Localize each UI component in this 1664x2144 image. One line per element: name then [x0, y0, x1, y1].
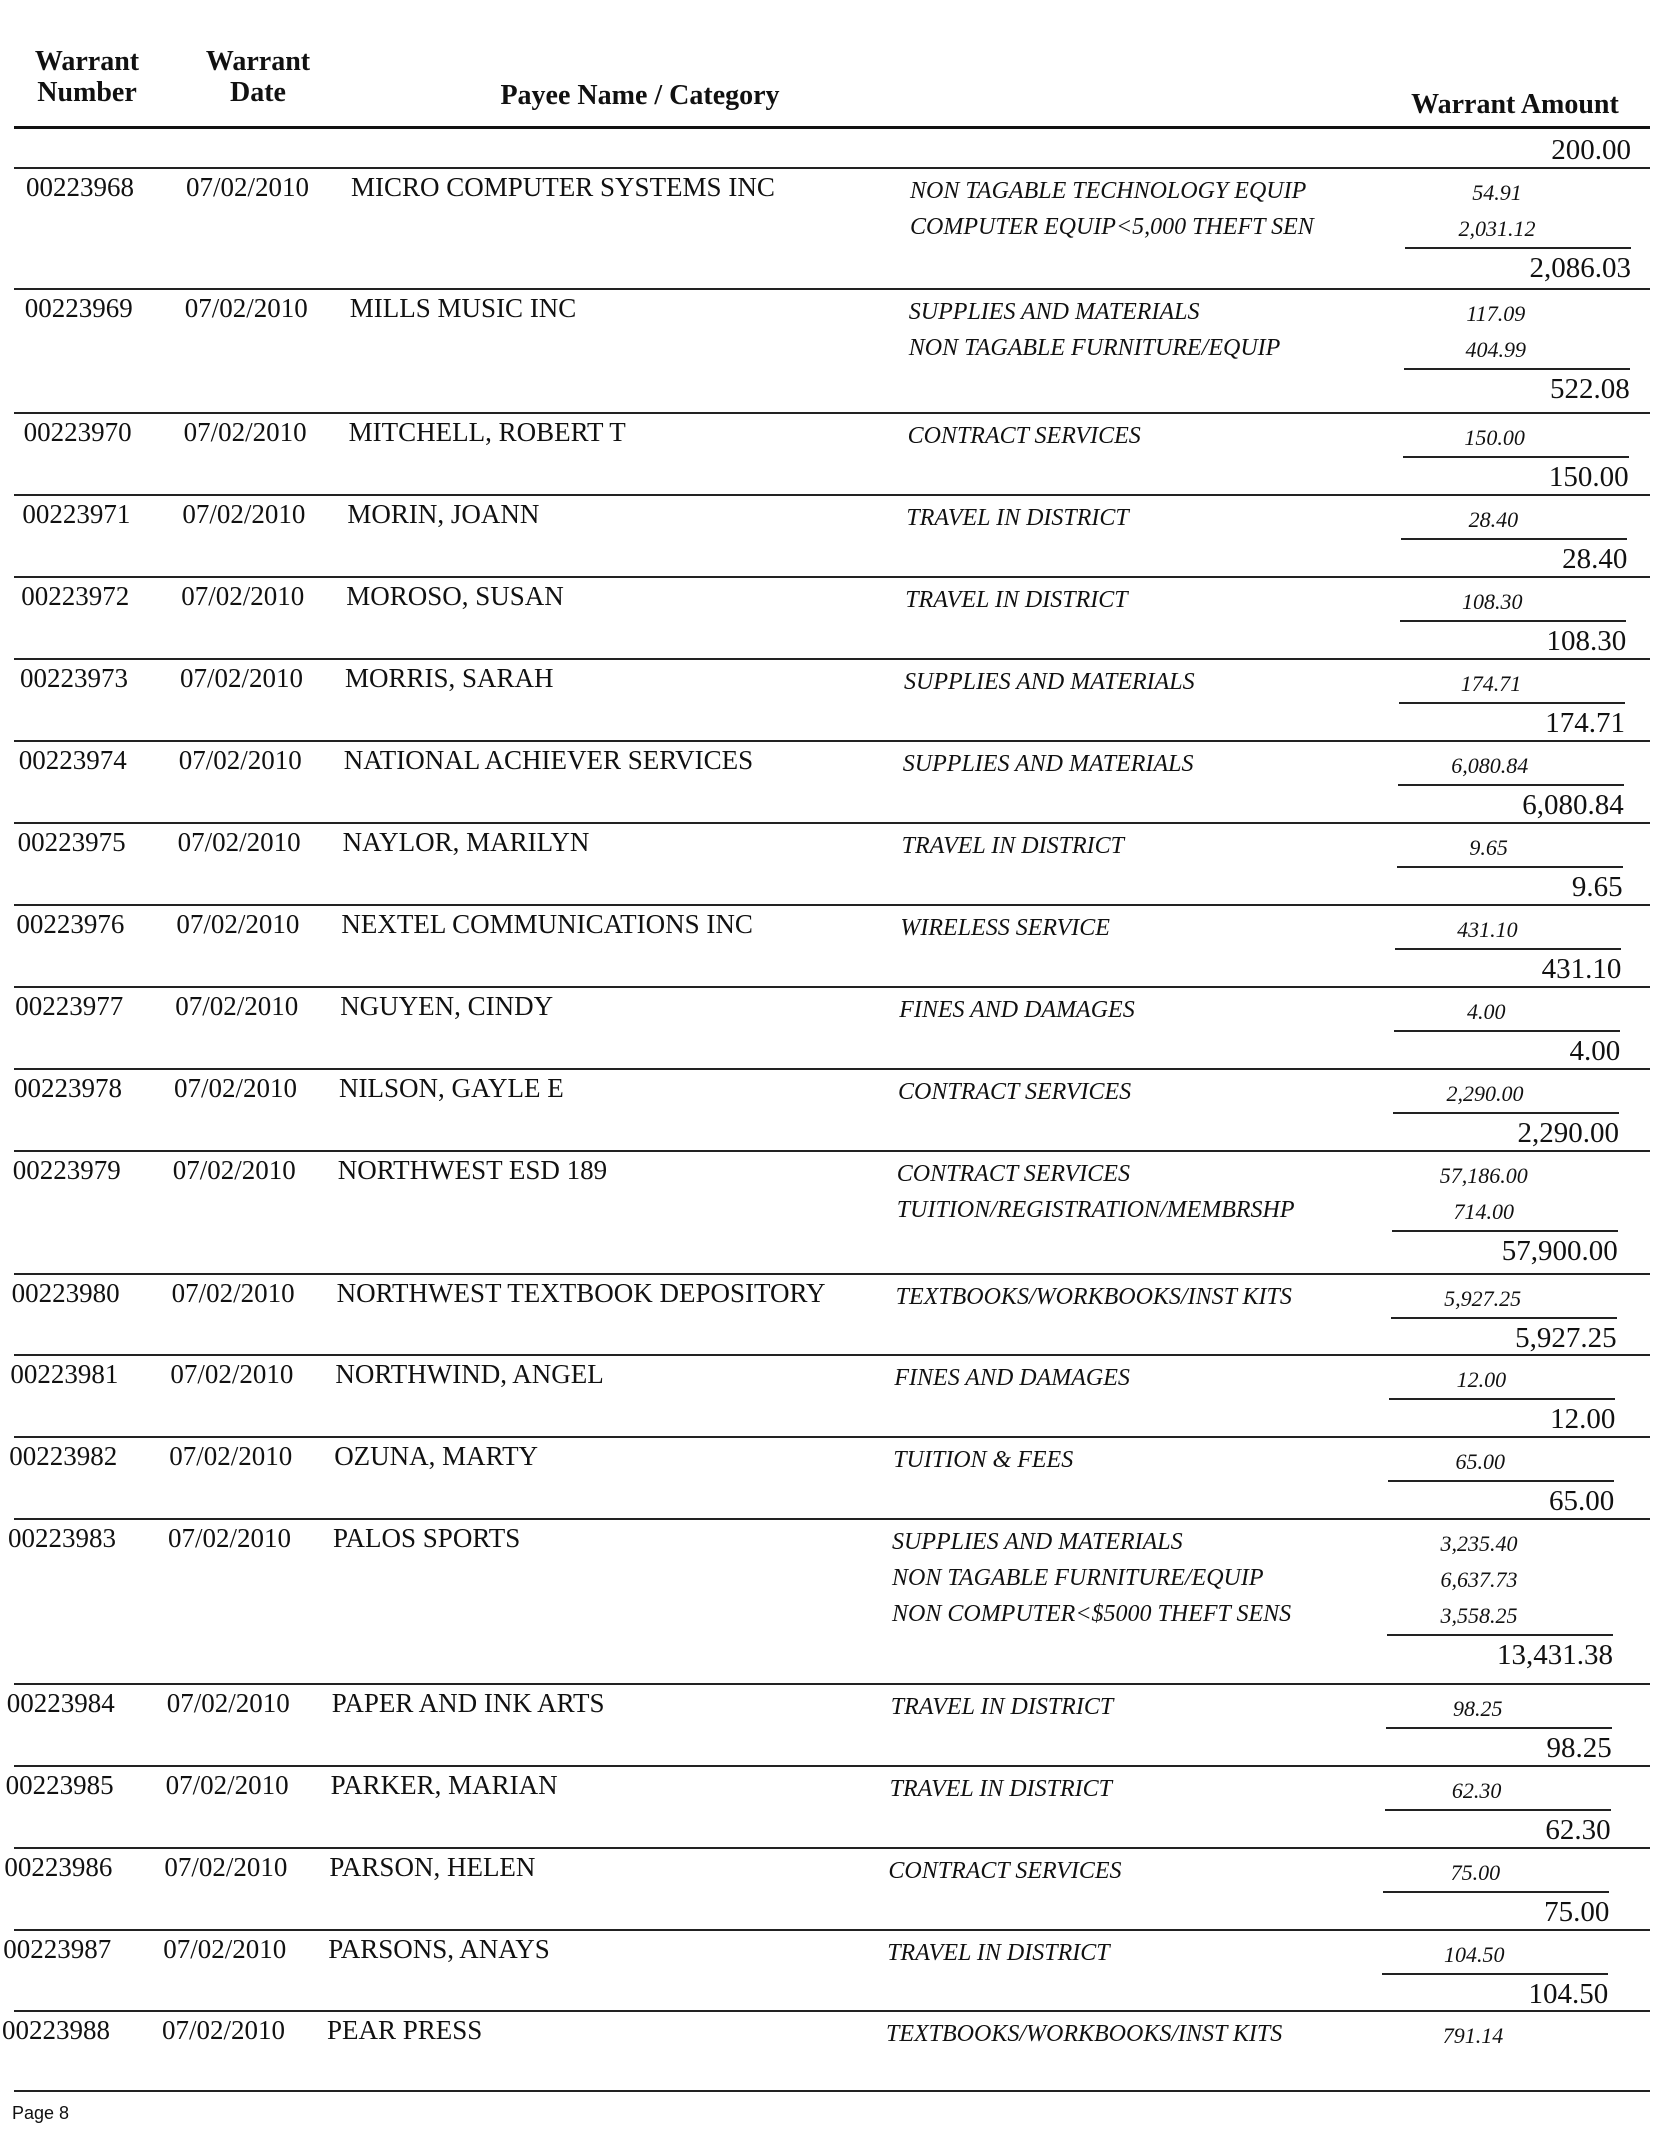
subtotal-rule: [1388, 1480, 1614, 1482]
line-amount: 54.91: [1472, 180, 1522, 205]
warrant-number: 00223973: [20, 663, 128, 693]
warrant-total: 13,431.38: [1497, 1639, 1613, 1671]
category-label: TRAVEL IN DISTRICT: [905, 587, 1128, 613]
line-amount: 791.14: [1442, 2023, 1504, 2048]
subtotal-rule: [1405, 247, 1631, 249]
category-label: TEXTBOOKS/WORKBOOKS/INST KITS: [895, 1284, 1292, 1310]
subtotal-rule: [1401, 538, 1627, 540]
warrant-number: 00223971: [22, 499, 131, 529]
subtotal-rule: [1394, 1030, 1620, 1032]
subtotal-rule: [1387, 1634, 1613, 1636]
row-separator-rule: [14, 1354, 1650, 1356]
category-label: NON COMPUTER<$5000 THEFT SENS: [892, 1601, 1292, 1627]
payee-name: PALOS SPORTS: [333, 1523, 521, 1553]
warrant-number: 00223979: [12, 1155, 121, 1185]
subtotal-rule: [1385, 1809, 1611, 1811]
warrant-date: 07/02/2010: [163, 1934, 287, 1964]
category-label: TRAVEL IN DISTRICT: [887, 1940, 1110, 1966]
line-amount: 104.50: [1443, 1942, 1505, 1967]
category-label: WIRELESS SERVICE: [900, 915, 1110, 941]
warrant-date: 07/02/2010: [175, 991, 299, 1021]
payee-name: NILSON, GAYLE E: [339, 1073, 564, 1103]
row-separator-rule: [14, 740, 1650, 742]
line-amount: 9.65: [1469, 835, 1508, 860]
warrant-number: 00223986: [4, 1852, 113, 1882]
line-amount: 2,290.00: [1446, 1081, 1524, 1106]
warrant-total: 174.71: [1545, 707, 1625, 739]
payee-name: MICRO COMPUTER SYSTEMS INC: [351, 172, 775, 202]
category-label: NON TAGABLE FURNITURE/EQUIP: [892, 1565, 1264, 1591]
subtotal-rule: [1389, 1398, 1615, 1400]
warrant-date: 07/02/2010: [170, 1359, 294, 1389]
line-amount: 3,558.25: [1440, 1603, 1518, 1628]
warrant-number: 00223980: [11, 1278, 120, 1308]
warrant-date: 07/02/2010: [162, 2015, 286, 2045]
line-amount: 28.40: [1468, 507, 1519, 532]
row-separator-rule: [14, 986, 1650, 988]
subtotal-rule: [1386, 1727, 1612, 1729]
subtotal-rule: [1403, 456, 1629, 458]
category-label: FINES AND DAMAGES: [899, 997, 1135, 1023]
warrant-date: 07/02/2010: [168, 1523, 292, 1553]
subtotal-rule: [1399, 702, 1625, 704]
payee-name: NEXTEL COMMUNICATIONS INC: [341, 909, 753, 939]
warrant-total: 12.00: [1550, 1403, 1616, 1435]
category-label: TUITION & FEES: [893, 1447, 1074, 1473]
line-amount: 98.25: [1453, 1696, 1503, 1721]
payee-name: PEAR PRESS: [327, 2015, 483, 2045]
row-separator-rule: [14, 494, 1650, 496]
warrant-date: 07/02/2010: [176, 909, 300, 939]
row-separator-rule: [14, 2010, 1650, 2012]
line-amount: 65.00: [1455, 1449, 1505, 1474]
payee-name: PARSONS, ANAYS: [328, 1934, 550, 1964]
warrant-number: 00223969: [24, 293, 133, 323]
line-amount: 2,031.12: [1458, 216, 1536, 241]
subtotal-rule: [1382, 1973, 1608, 1975]
warrant-total: 150.00: [1548, 461, 1629, 493]
warrant-date: 07/02/2010: [178, 745, 302, 775]
category-label: TRAVEL IN DISTRICT: [906, 505, 1129, 531]
category-label: SUPPLIES AND MATERIALS: [908, 299, 1200, 325]
warrant-total: 522.08: [1550, 373, 1630, 405]
row-separator-rule: [14, 1847, 1650, 1849]
row-separator-rule: [14, 1436, 1650, 1438]
line-amount: 12.00: [1456, 1367, 1507, 1392]
category-label: TRAVEL IN DISTRICT: [901, 833, 1124, 859]
payee-name: OZUNA, MARTY: [334, 1441, 539, 1471]
category-label: COMPUTER EQUIP<5,000 THEFT SEN: [910, 214, 1314, 240]
row-separator-rule: [14, 1929, 1650, 1931]
warrant-number: 00223985: [5, 1770, 114, 1800]
warrant-date: 07/02/2010: [174, 1073, 298, 1103]
page-number: Page 8: [12, 2103, 70, 2123]
warrant-number: 00223984: [6, 1688, 115, 1718]
header-payee: Payee Name / Category: [500, 80, 780, 111]
row-separator-rule: [14, 1765, 1650, 1767]
warrant-date: 07/02/2010: [181, 581, 305, 611]
warrant-date: 07/02/2010: [169, 1441, 293, 1471]
header-warrant-date: Warrant Date: [205, 46, 311, 108]
category-label: SUPPLIES AND MATERIALS: [892, 1529, 1183, 1555]
row-separator-rule: [14, 822, 1650, 824]
line-amount: 75.00: [1450, 1860, 1501, 1885]
line-amount: 4.00: [1466, 999, 1506, 1024]
payee-name: MORRIS, SARAH: [345, 663, 554, 693]
row-separator-rule: [14, 167, 1650, 169]
category-label: NON TAGABLE TECHNOLOGY EQUIP: [910, 178, 1307, 204]
warrant-date: 07/02/2010: [184, 293, 308, 323]
category-label: NON TAGABLE FURNITURE/EQUIP: [908, 335, 1281, 361]
payee-name: MILLS MUSIC INC: [349, 293, 577, 323]
warrant-total: 2,086.03: [1529, 252, 1631, 284]
header-warrant-number: Warrant Number: [34, 46, 140, 108]
subtotal-rule: [1392, 1230, 1618, 1232]
category-label: CONTRACT SERVICES: [907, 423, 1141, 449]
row-separator-rule: [14, 576, 1650, 578]
category-label: CONTRACT SERVICES: [898, 1079, 1132, 1105]
line-amount: 6,637.73: [1440, 1567, 1518, 1592]
warrant-number: 00223972: [21, 581, 130, 611]
warrant-number: 00223978: [14, 1073, 122, 1103]
line-amount: 3,235.40: [1440, 1531, 1518, 1556]
warrant-number: 00223983: [8, 1523, 116, 1553]
warrant-date: 07/02/2010: [180, 663, 304, 693]
payee-name: NAYLOR, MARILYN: [342, 827, 590, 857]
warrant-number: 00223977: [15, 991, 124, 1021]
line-amount: 174.71: [1460, 671, 1522, 696]
category-label: SUPPLIES AND MATERIALS: [904, 669, 1195, 695]
row-separator-rule: [14, 658, 1650, 660]
category-label: CONTRACT SERVICES: [888, 1858, 1122, 1884]
category-label: TUITION/REGISTRATION/MEMBRSHP: [896, 1197, 1295, 1223]
subtotal-rule: [1400, 620, 1626, 622]
warrant-date: 07/02/2010: [177, 827, 301, 857]
subtotal-rule: [1397, 866, 1623, 868]
line-amount: 6,080.84: [1451, 753, 1529, 778]
category-label: CONTRACT SERVICES: [896, 1161, 1130, 1187]
warrant-number: 00223970: [23, 417, 132, 447]
line-amount: 404.99: [1465, 337, 1527, 362]
warrant-date: 07/02/2010: [171, 1278, 295, 1308]
payee-name: NORTHWIND, ANGEL: [335, 1359, 604, 1389]
warrant-date: 07/02/2010: [183, 417, 307, 447]
warrant-number: 00223975: [17, 827, 126, 857]
subtotal-rule: [1395, 948, 1621, 950]
header-warrant-amount: Warrant Amount: [1411, 89, 1619, 120]
warrant-number: 00223968: [26, 172, 134, 202]
subtotal-rule: [1404, 368, 1630, 370]
subtotal-rule: [1393, 1112, 1619, 1114]
warrant-date: 07/02/2010: [166, 1688, 290, 1718]
warrant-date: 07/02/2010: [164, 1852, 288, 1882]
category-label: TEXTBOOKS/WORKBOOKS/INST KITS: [886, 2021, 1283, 2047]
warrant-total: 4.00: [1569, 1035, 1621, 1067]
subtotal-rule: [1398, 784, 1624, 786]
row-separator-rule: [14, 1150, 1650, 1152]
row-separator-rule: [14, 288, 1650, 290]
header-rule: [14, 126, 1650, 129]
warrant-total: 75.00: [1544, 1896, 1610, 1928]
warrant-number: 00223982: [9, 1441, 118, 1471]
warrant-number: 00223987: [3, 1934, 112, 1964]
payee-name: PARSON, HELEN: [329, 1852, 536, 1882]
row-separator-rule: [14, 412, 1650, 414]
warrant-total: 108.30: [1546, 625, 1627, 657]
warrant-date: 07/02/2010: [165, 1770, 289, 1800]
row-separator-rule: [14, 1518, 1650, 1520]
warrant-total: 28.40: [1562, 543, 1628, 575]
payee-name: NORTHWEST TEXTBOOK DEPOSITORY: [336, 1278, 826, 1308]
row-separator-rule: [14, 904, 1650, 906]
warrant-total: 2,290.00: [1517, 1117, 1619, 1149]
warrant-total: 9.65: [1571, 871, 1623, 903]
warrant-date: 07/02/2010: [186, 172, 310, 202]
line-amount: 431.10: [1457, 917, 1518, 942]
payee-name: PARKER, MARIAN: [330, 1770, 558, 1800]
warrant-number: 00223974: [18, 745, 127, 775]
warrant-total: 6,080.84: [1522, 789, 1624, 821]
payee-name: NORTHWEST ESD 189: [337, 1155, 608, 1185]
warrant-total: 431.10: [1541, 953, 1622, 985]
row-separator-rule: [14, 1683, 1650, 1685]
payee-name: MOROSO, SUSAN: [346, 581, 564, 611]
category-label: TRAVEL IN DISTRICT: [890, 1694, 1114, 1720]
warrant-total: 65.00: [1548, 1485, 1615, 1517]
warrant-total: 57,900.00: [1501, 1235, 1618, 1267]
line-amount: 150.00: [1464, 425, 1525, 450]
warrant-date: 07/02/2010: [172, 1155, 296, 1185]
payee-name: NGUYEN, CINDY: [340, 991, 554, 1021]
warrant-total: 62.30: [1545, 1814, 1611, 1846]
category-label: TRAVEL IN DISTRICT: [889, 1776, 1112, 1802]
line-amount: 62.30: [1451, 1778, 1502, 1803]
warrant-date: 07/02/2010: [182, 499, 306, 529]
warrant-number: 00223988: [2, 2015, 110, 2045]
warrant-number: 00223976: [16, 909, 125, 939]
line-amount: 108.30: [1461, 589, 1523, 614]
category-label: FINES AND DAMAGES: [894, 1365, 1130, 1391]
payee-name: MITCHELL, ROBERT T: [348, 417, 626, 447]
warrant-total: 98.25: [1546, 1732, 1612, 1764]
warrant-total: 104.50: [1528, 1978, 1609, 2010]
row-separator-rule: [14, 1068, 1650, 1070]
subtotal-rule: [1383, 1891, 1609, 1893]
line-amount: 117.09: [1466, 301, 1526, 326]
subtotal-rule: [1391, 1317, 1617, 1319]
row-separator-rule: [14, 1273, 1650, 1275]
payee-name: MORIN, JOANN: [347, 499, 540, 529]
line-amount: 714.00: [1453, 1199, 1515, 1224]
payee-name: PAPER AND INK ARTS: [331, 1688, 605, 1718]
carryover-total: 200.00: [1551, 134, 1631, 166]
payee-name: NATIONAL ACHIEVER SERVICES: [343, 745, 754, 775]
footer-rule: [14, 2090, 1650, 2092]
line-amount: 5,927.25: [1444, 1286, 1522, 1311]
category-label: SUPPLIES AND MATERIALS: [902, 751, 1194, 777]
warrant-number: 00223981: [10, 1359, 119, 1389]
line-amount: 57,186.00: [1439, 1163, 1528, 1188]
warrant-total: 5,927.25: [1515, 1322, 1617, 1354]
